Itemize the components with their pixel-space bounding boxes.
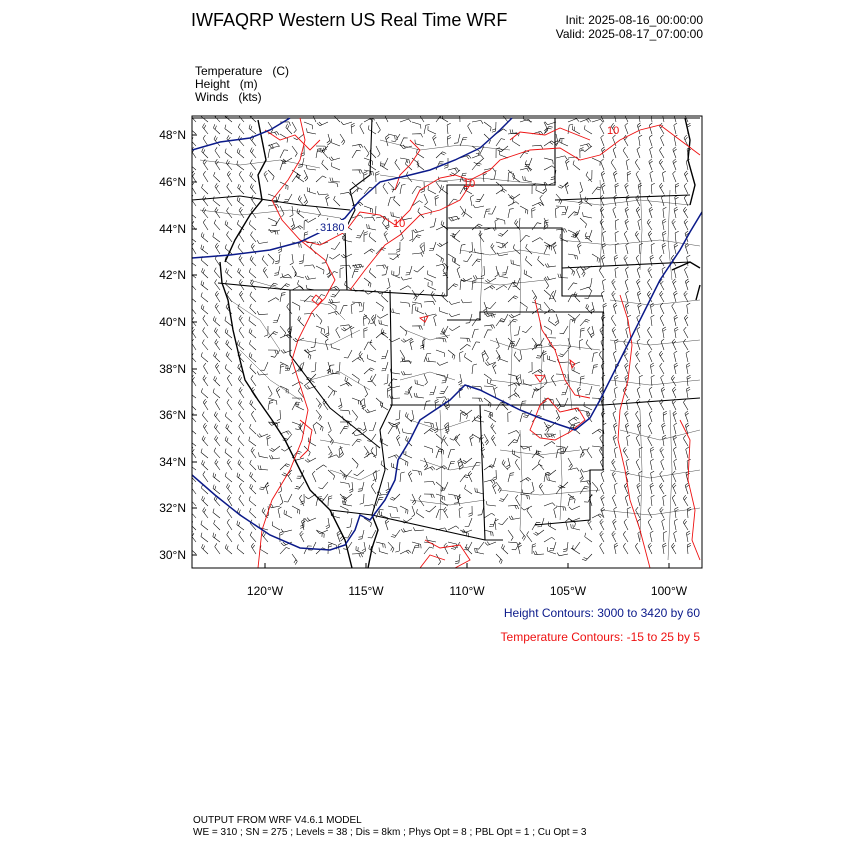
lat-label: 36°N <box>159 408 186 422</box>
lat-label: 30°N <box>159 548 186 562</box>
lon-label: 120°W <box>246 584 284 598</box>
lat-label: 38°N <box>159 362 186 376</box>
wind-barb <box>189 111 691 565</box>
model-version: OUTPUT FROM WRF V4.6.1 MODEL <box>193 815 362 826</box>
temp-contour-label-a: 10 <box>463 178 476 190</box>
init-time: Init: 2025-08-16_00:00:00 <box>565 13 703 27</box>
valid-time: Valid: 2025-08-17_07:00:00 <box>555 27 703 41</box>
lat-label: 48°N <box>159 128 186 142</box>
lon-label: 115°W <box>348 584 384 598</box>
map-title: IWFAQRP Western US Real Time WRF <box>191 10 508 30</box>
temp-contour-label-c: 10 <box>393 218 406 230</box>
lat-label: 34°N <box>159 455 186 469</box>
model-config: WE = 310 ; SN = 275 ; Levels = 38 ; Dis = 8km ; Phys Opt = 8 ; PBL Opt = 1 ; Cu Opt = 3 <box>193 827 587 838</box>
lon-label: 110°W <box>449 584 485 598</box>
latitude-axis <box>159 128 197 562</box>
field-height: Height (m) <box>195 77 258 91</box>
height-legend: Height Contours: 3000 to 3420 by 60 <box>503 606 700 620</box>
lat-label: 46°N <box>159 175 186 189</box>
lat-label: 32°N <box>159 501 186 515</box>
temp-contour-label-b: 10 <box>607 125 620 137</box>
field-winds: Winds (kts) <box>195 90 262 104</box>
wind-barbs <box>189 111 691 565</box>
lat-label: 40°N <box>159 315 186 329</box>
lat-label: 44°N <box>159 222 186 236</box>
temperature-legend: Temperature Contours: -15 to 25 by 5 <box>500 630 700 644</box>
lon-label: 105°W <box>549 584 587 598</box>
lat-label: 42°N <box>159 268 186 282</box>
field-temperature: Temperature (C) <box>195 64 290 78</box>
lon-label: 100°W <box>650 584 688 598</box>
model-info <box>193 815 586 839</box>
height-contour-label: 3180 <box>320 222 345 234</box>
